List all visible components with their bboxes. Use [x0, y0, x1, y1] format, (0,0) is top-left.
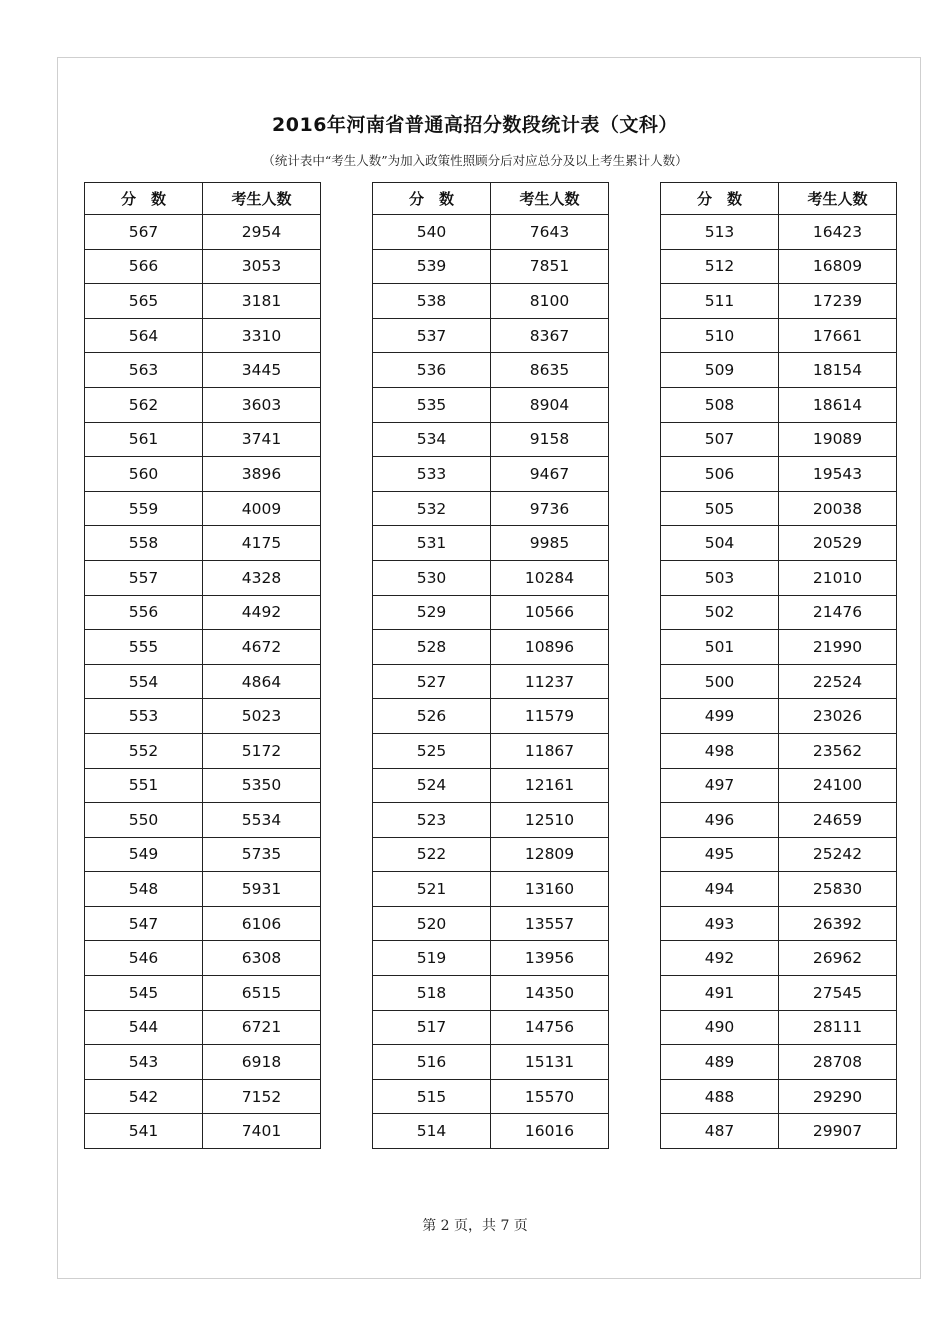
- score-cell: 523: [373, 803, 491, 838]
- count-cell: 16423: [779, 215, 897, 250]
- table-row: [85, 526, 321, 561]
- count-cell: 14350: [491, 976, 609, 1011]
- score-cell: 564: [85, 318, 203, 353]
- count-cell: 3741: [203, 422, 321, 457]
- score-cell: 512: [661, 249, 779, 284]
- score-cell: 545: [85, 976, 203, 1011]
- count-cell: 3603: [203, 387, 321, 422]
- count-cell: 29290: [779, 1079, 897, 1114]
- score-table-1: [84, 182, 321, 1149]
- count-cell: 4175: [203, 526, 321, 561]
- table-row: [85, 941, 321, 976]
- count-cell: 24100: [779, 768, 897, 803]
- count-cell: 5534: [203, 803, 321, 838]
- score-cell: 528: [373, 630, 491, 665]
- score-cell: 502: [661, 595, 779, 630]
- table-row: [661, 872, 897, 907]
- table-row: [661, 768, 897, 803]
- count-cell: 8635: [491, 353, 609, 388]
- score-cell: 559: [85, 491, 203, 526]
- score-cell: 509: [661, 353, 779, 388]
- score-cell: 506: [661, 457, 779, 492]
- table-row: [85, 1045, 321, 1080]
- header-count: 考生人数: [779, 183, 897, 215]
- table-row: [373, 353, 609, 388]
- score-cell: 531: [373, 526, 491, 561]
- table-row: [373, 457, 609, 492]
- table-row: [85, 733, 321, 768]
- count-cell: 3310: [203, 318, 321, 353]
- count-cell: 26962: [779, 941, 897, 976]
- count-cell: 13160: [491, 872, 609, 907]
- count-cell: 9158: [491, 422, 609, 457]
- table-row: [85, 560, 321, 595]
- table-row: [85, 215, 321, 250]
- count-cell: 23562: [779, 733, 897, 768]
- score-cell: 520: [373, 906, 491, 941]
- score-cell: 492: [661, 941, 779, 976]
- score-cell: 503: [661, 560, 779, 595]
- table-row: [661, 699, 897, 734]
- table-row: [85, 803, 321, 838]
- table-row: [373, 318, 609, 353]
- count-cell: 28111: [779, 1010, 897, 1045]
- table-row: [661, 1010, 897, 1045]
- table-row: [373, 664, 609, 699]
- table-row: [373, 699, 609, 734]
- table-row: [661, 1114, 897, 1149]
- score-cell: 533: [373, 457, 491, 492]
- count-cell: 3053: [203, 249, 321, 284]
- table-row: [85, 249, 321, 284]
- count-cell: 8904: [491, 387, 609, 422]
- score-cell: 532: [373, 491, 491, 526]
- count-cell: 21990: [779, 630, 897, 665]
- table-row: [661, 976, 897, 1011]
- score-cell: 500: [661, 664, 779, 699]
- table-row: [661, 560, 897, 595]
- table-row: [661, 526, 897, 561]
- score-cell: 552: [85, 733, 203, 768]
- count-cell: 19543: [779, 457, 897, 492]
- count-cell: 4328: [203, 560, 321, 595]
- count-cell: 27545: [779, 976, 897, 1011]
- count-cell: 18614: [779, 387, 897, 422]
- count-cell: 16809: [779, 249, 897, 284]
- score-cell: 493: [661, 906, 779, 941]
- count-cell: 3445: [203, 353, 321, 388]
- table-row: [85, 318, 321, 353]
- table-row: [85, 664, 321, 699]
- table-header-row: [661, 183, 897, 215]
- score-cell: 534: [373, 422, 491, 457]
- table-row: [373, 491, 609, 526]
- table-row: [373, 387, 609, 422]
- score-cell: 549: [85, 837, 203, 872]
- score-cell: 516: [373, 1045, 491, 1080]
- score-cell: 550: [85, 803, 203, 838]
- table-row: [373, 560, 609, 595]
- score-cell: 519: [373, 941, 491, 976]
- count-cell: 6106: [203, 906, 321, 941]
- table-row: [373, 249, 609, 284]
- score-cell: 522: [373, 837, 491, 872]
- count-cell: 17661: [779, 318, 897, 353]
- count-cell: 16016: [491, 1114, 609, 1149]
- table-row: [373, 837, 609, 872]
- count-cell: 23026: [779, 699, 897, 734]
- document-subtitle: （统计表中“考生人数”为加入政策性照顾分后对应总分及以上考生累计人数）: [262, 153, 688, 168]
- table-row: [661, 803, 897, 838]
- count-cell: 29907: [779, 1114, 897, 1149]
- table-row: [373, 215, 609, 250]
- table-row: [661, 664, 897, 699]
- score-cell: 513: [661, 215, 779, 250]
- table-row: [85, 1010, 321, 1045]
- table-row: [85, 699, 321, 734]
- count-cell: 11237: [491, 664, 609, 699]
- table-row: [373, 284, 609, 319]
- count-cell: 5735: [203, 837, 321, 872]
- count-cell: 2954: [203, 215, 321, 250]
- score-cell: 515: [373, 1079, 491, 1114]
- count-cell: 6918: [203, 1045, 321, 1080]
- count-cell: 8367: [491, 318, 609, 353]
- score-cell: 524: [373, 768, 491, 803]
- page-footer: 第 2 页，共 7 页: [422, 1218, 528, 1234]
- score-cell: 504: [661, 526, 779, 561]
- count-cell: 3896: [203, 457, 321, 492]
- score-cell: 535: [373, 387, 491, 422]
- table-row: [85, 872, 321, 907]
- count-cell: 7152: [203, 1079, 321, 1114]
- document-title: 2016年河南省普通高招分数段统计表（文科）: [272, 114, 678, 136]
- count-cell: 14756: [491, 1010, 609, 1045]
- table-row: [661, 353, 897, 388]
- count-cell: 17239: [779, 284, 897, 319]
- score-cell: 551: [85, 768, 203, 803]
- table-row: [373, 803, 609, 838]
- table-row: [85, 457, 321, 492]
- score-cell: 511: [661, 284, 779, 319]
- score-cell: 490: [661, 1010, 779, 1045]
- score-cell: 496: [661, 803, 779, 838]
- count-cell: 11867: [491, 733, 609, 768]
- table-row: [661, 215, 897, 250]
- table-row: [661, 837, 897, 872]
- score-table-2: [372, 182, 609, 1149]
- count-cell: 12510: [491, 803, 609, 838]
- count-cell: 4672: [203, 630, 321, 665]
- table-row: [373, 906, 609, 941]
- table-row: [85, 595, 321, 630]
- table-row: [373, 1079, 609, 1114]
- score-cell: 498: [661, 733, 779, 768]
- score-cell: 543: [85, 1045, 203, 1080]
- table-row: [373, 526, 609, 561]
- score-table-3: [660, 182, 897, 1149]
- count-cell: 12161: [491, 768, 609, 803]
- score-cell: 565: [85, 284, 203, 319]
- table-row: [85, 768, 321, 803]
- score-cell: 491: [661, 976, 779, 1011]
- score-cell: 508: [661, 387, 779, 422]
- table-row: [661, 318, 897, 353]
- score-cell: 566: [85, 249, 203, 284]
- table-row: [373, 422, 609, 457]
- score-cell: 547: [85, 906, 203, 941]
- score-cell: 529: [373, 595, 491, 630]
- count-cell: 11579: [491, 699, 609, 734]
- count-cell: 4864: [203, 664, 321, 699]
- count-cell: 28708: [779, 1045, 897, 1080]
- count-cell: 6308: [203, 941, 321, 976]
- table-row: [85, 1114, 321, 1149]
- count-cell: 15131: [491, 1045, 609, 1080]
- score-cell: 562: [85, 387, 203, 422]
- header-score: 分 数: [373, 183, 491, 215]
- score-cell: 495: [661, 837, 779, 872]
- score-cell: 558: [85, 526, 203, 561]
- score-cell: 548: [85, 872, 203, 907]
- score-cell: 555: [85, 630, 203, 665]
- score-cell: 501: [661, 630, 779, 665]
- count-cell: 12809: [491, 837, 609, 872]
- table-row: [85, 491, 321, 526]
- score-cell: 557: [85, 560, 203, 595]
- count-cell: 24659: [779, 803, 897, 838]
- score-cell: 489: [661, 1045, 779, 1080]
- count-cell: 9467: [491, 457, 609, 492]
- score-cell: 556: [85, 595, 203, 630]
- table-row: [373, 941, 609, 976]
- table-header-row: [373, 183, 609, 215]
- score-cell: 505: [661, 491, 779, 526]
- score-cell: 499: [661, 699, 779, 734]
- header-score: 分 数: [661, 183, 779, 215]
- count-cell: 13557: [491, 906, 609, 941]
- table-row: [661, 387, 897, 422]
- count-cell: 7643: [491, 215, 609, 250]
- score-cell: 507: [661, 422, 779, 457]
- score-cell: 487: [661, 1114, 779, 1149]
- table-row: [373, 1010, 609, 1045]
- score-cell: 527: [373, 664, 491, 699]
- table-row: [85, 353, 321, 388]
- score-cell: 560: [85, 457, 203, 492]
- score-cell: 536: [373, 353, 491, 388]
- table-row: [373, 768, 609, 803]
- table-row: [373, 733, 609, 768]
- count-cell: 22524: [779, 664, 897, 699]
- score-cell: 525: [373, 733, 491, 768]
- score-cell: 510: [661, 318, 779, 353]
- count-cell: 7401: [203, 1114, 321, 1149]
- score-cell: 518: [373, 976, 491, 1011]
- score-cell: 530: [373, 560, 491, 595]
- count-cell: 9985: [491, 526, 609, 561]
- count-cell: 19089: [779, 422, 897, 457]
- table-row: [373, 872, 609, 907]
- score-cell: 526: [373, 699, 491, 734]
- count-cell: 25242: [779, 837, 897, 872]
- table-row: [661, 630, 897, 665]
- header-count: 考生人数: [203, 183, 321, 215]
- count-cell: 6721: [203, 1010, 321, 1045]
- score-cell: 537: [373, 318, 491, 353]
- table-row: [661, 491, 897, 526]
- score-cell: 494: [661, 872, 779, 907]
- count-cell: 5023: [203, 699, 321, 734]
- table-row: [373, 595, 609, 630]
- count-cell: 25830: [779, 872, 897, 907]
- score-cell: 488: [661, 1079, 779, 1114]
- score-cell: 541: [85, 1114, 203, 1149]
- count-cell: 5172: [203, 733, 321, 768]
- count-cell: 10566: [491, 595, 609, 630]
- table-row: [373, 1114, 609, 1149]
- score-cell: 521: [373, 872, 491, 907]
- count-cell: 21476: [779, 595, 897, 630]
- count-cell: 21010: [779, 560, 897, 595]
- table-row: [661, 906, 897, 941]
- count-cell: 3181: [203, 284, 321, 319]
- table-row: [661, 422, 897, 457]
- count-cell: 4492: [203, 595, 321, 630]
- score-cell: 540: [373, 215, 491, 250]
- count-cell: 5350: [203, 768, 321, 803]
- table-row: [85, 976, 321, 1011]
- count-cell: 5931: [203, 872, 321, 907]
- table-row: [85, 284, 321, 319]
- count-cell: 20038: [779, 491, 897, 526]
- table-row: [661, 1045, 897, 1080]
- count-cell: 9736: [491, 491, 609, 526]
- table-row: [661, 595, 897, 630]
- table-row: [661, 941, 897, 976]
- count-cell: 20529: [779, 526, 897, 561]
- score-cell: 517: [373, 1010, 491, 1045]
- count-cell: 18154: [779, 353, 897, 388]
- count-cell: 7851: [491, 249, 609, 284]
- score-cell: 538: [373, 284, 491, 319]
- score-cell: 514: [373, 1114, 491, 1149]
- table-row: [661, 249, 897, 284]
- score-cell: 553: [85, 699, 203, 734]
- table-row: [661, 457, 897, 492]
- table-row: [85, 422, 321, 457]
- count-cell: 10896: [491, 630, 609, 665]
- table-row: [85, 1079, 321, 1114]
- score-cell: 544: [85, 1010, 203, 1045]
- score-cell: 542: [85, 1079, 203, 1114]
- score-cell: 561: [85, 422, 203, 457]
- count-cell: 15570: [491, 1079, 609, 1114]
- header-count: 考生人数: [491, 183, 609, 215]
- score-cell: 497: [661, 768, 779, 803]
- table-row: [373, 1045, 609, 1080]
- score-cell: 554: [85, 664, 203, 699]
- table-row: [661, 733, 897, 768]
- header-score: 分 数: [85, 183, 203, 215]
- count-cell: 26392: [779, 906, 897, 941]
- count-cell: 8100: [491, 284, 609, 319]
- table-row: [85, 906, 321, 941]
- table-row: [373, 630, 609, 665]
- table-row: [85, 630, 321, 665]
- count-cell: 13956: [491, 941, 609, 976]
- count-cell: 4009: [203, 491, 321, 526]
- table-header-row: [85, 183, 321, 215]
- table-row: [661, 284, 897, 319]
- table-row: [85, 837, 321, 872]
- count-cell: 6515: [203, 976, 321, 1011]
- score-cell: 567: [85, 215, 203, 250]
- score-cell: 539: [373, 249, 491, 284]
- score-cell: 563: [85, 353, 203, 388]
- score-cell: 546: [85, 941, 203, 976]
- table-row: [373, 976, 609, 1011]
- table-row: [661, 1079, 897, 1114]
- count-cell: 10284: [491, 560, 609, 595]
- table-row: [85, 387, 321, 422]
